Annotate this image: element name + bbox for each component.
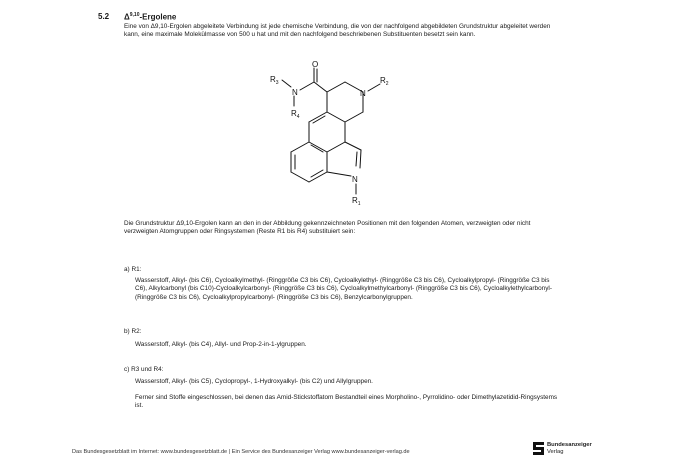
amide-n-label: N <box>292 88 298 97</box>
logo-line2: Verlag <box>547 448 564 455</box>
item-b-label: b) R2: <box>124 328 142 335</box>
item-c-label: c) R3 und R4: <box>124 366 164 373</box>
section-title: Δ$^{9,10}$-Ergolene <box>124 12 177 22</box>
r2-label: $R_2$ <box>380 76 389 87</box>
item-a-text: Wasserstoff, Alkyl- (bis C6), Cycloalkylmethyl- (Ringgröße C3 bis C6), Cycloalkylethyl- (Ringgröße C3 bis C6), Cycloalkylpropyl- (Ringgröße C3 bis C6), Alkylcarbonyl (bis C10)-Cycloalkylcarbonyl- (Ringgröße C3 bis C6), Cycloalkylmethylcarbonyl- (Ringgröße C3 bis C6), Cycloalkylethylcarbonyl- (Ringgröße C3 bis C6), Cycloalkylpropylcarbonyl- (Ringgröße C3 bis C6), Benzylcarbonylgruppen. <box>135 277 552 301</box>
logo-line1: Bundesanzeiger <box>547 442 592 449</box>
r1-label: $R_1$ <box>352 196 361 207</box>
intro-paragraph: Eine von Δ9,10-Ergolen abgeleitete Verbindung ist jede chemische Verbindung, die von der nachfolgend abgebildeten Grundstruktur abgeleitet werden kann, eine maximale Molekülmasse von 500 u hat und mit den nachfolgend beschriebenen Substituenten besetzt sein kann. <box>124 23 551 39</box>
r4-label: $R_4$ <box>291 109 300 120</box>
description-paragraph: Die Grundstruktur Δ9,10-Ergolen kann an den in der Abbildung gekennzeichneten Positionen mit den folgenden Atomen, verzweigten oder nicht verzweigten Atomgruppen oder Ringsystemen (Reste R1 bis R4) substituiert sein: <box>124 220 531 236</box>
indole-n-label: N <box>352 175 358 184</box>
item-c-text: Wasserstoff, Alkyl- (bis C5), Cyclopropyl-, 1-Hydroxyalkyl- (bis C2) und Allylgruppen. <box>135 378 373 385</box>
ergolene-structure-diagram <box>262 60 422 208</box>
r3-label: $R_3$ <box>270 75 279 86</box>
item-b-text: Wasserstoff, Alkyl- (bis C4), Allyl- und Prop-2-in-1-ylgruppen. <box>135 341 307 348</box>
item-a-label: a) R1: <box>124 266 142 273</box>
publisher-logo <box>532 441 592 456</box>
oxygen-label: O <box>312 60 319 69</box>
ring-n-label: N <box>360 89 366 98</box>
item-c-extra-text: Ferner sind Stoffe eingeschlossen, bei denen das Amid-Stickstoffatom Bestandteil eines Morpholino-, Pyrrolidino- oder Dimethylazetidid-Ringsystems ist. <box>135 394 558 410</box>
bundesanzeiger-logo-icon <box>532 441 545 456</box>
footer-text: Das Bundesgesetzblatt im Internet: www.bundesgesetzblatt.de | Ein Service des Bundesanzeiger Verlag www.bundesanzeiger-verlag.de <box>72 449 410 455</box>
section-number: 5.2 <box>98 12 110 21</box>
